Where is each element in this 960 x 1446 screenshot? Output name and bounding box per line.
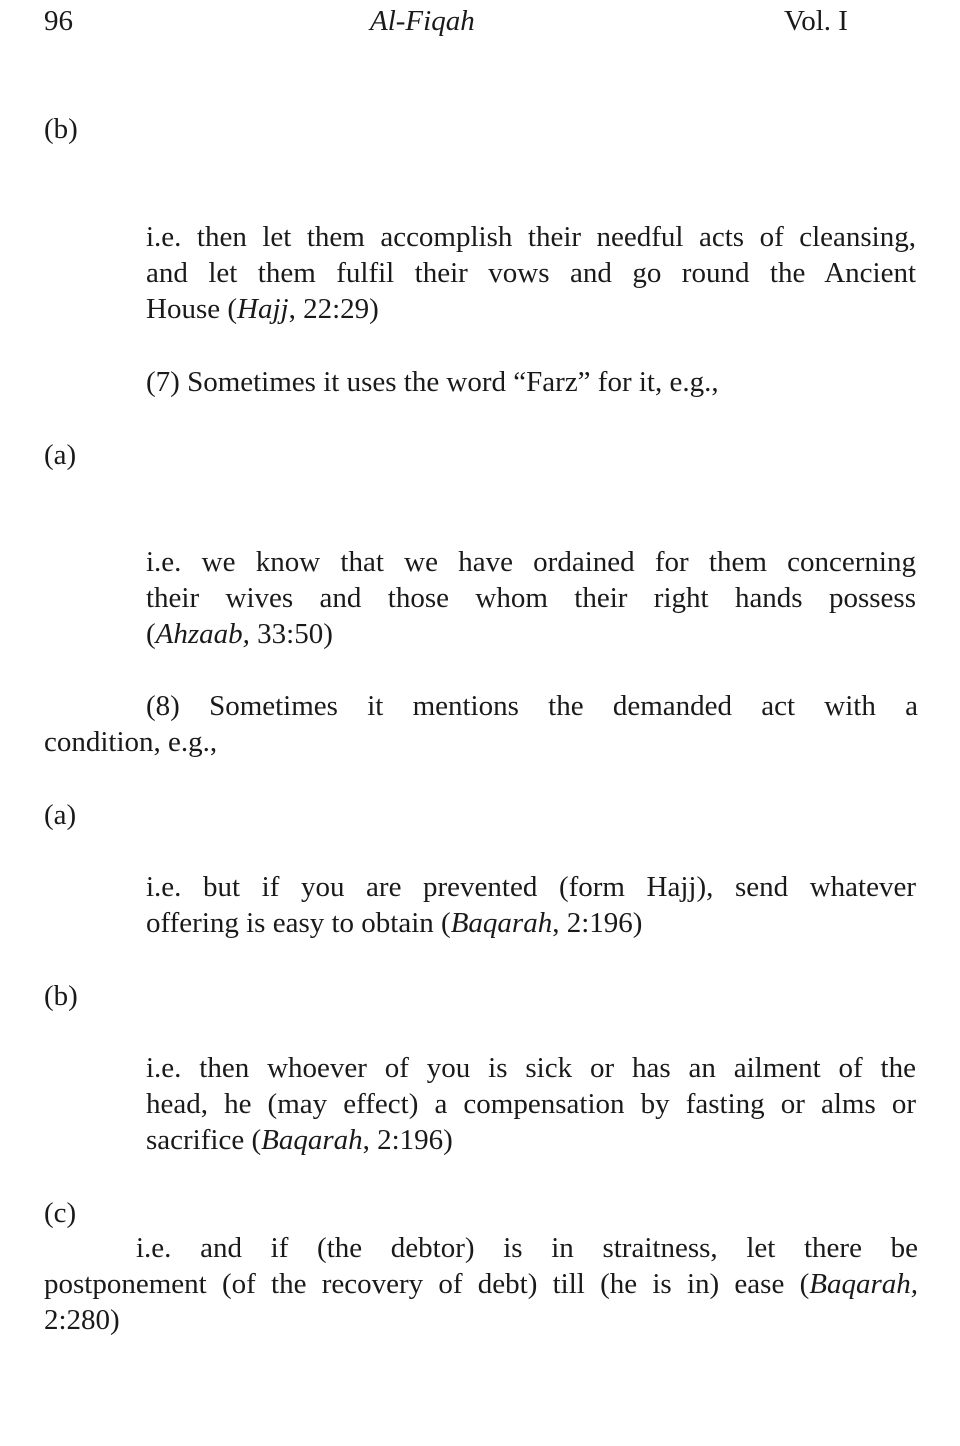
text-run: House ( xyxy=(146,293,238,325)
paragraph-line: (8) Sometimes it mentions the demanded act with a xyxy=(146,690,918,722)
translation-paragraph-baqarah-196b xyxy=(146,1050,916,1158)
paragraph-line xyxy=(44,1266,918,1302)
paragraph-line: head, he (may effect) a compensation by fasting or alms or xyxy=(146,1088,916,1120)
paragraph-line xyxy=(146,291,916,327)
text-run: , 2:196) xyxy=(552,907,643,939)
text-run: ( xyxy=(146,618,156,650)
page-number: 96 xyxy=(44,5,73,37)
surah-reference: Baqarah, xyxy=(809,1268,918,1300)
paragraph-line: i.e. we know that we have ordained for them concerning xyxy=(146,546,916,578)
paragraph-line: i.e. then whoever of you is sick or has an ailment of the xyxy=(146,1052,916,1084)
item-label-c: (c) xyxy=(44,1197,77,1229)
translation-paragraph-ahzaab xyxy=(146,544,916,652)
paragraph-line: i.e. but if you are prevented (form Hajj), send whatever xyxy=(146,871,916,903)
item-label-a: (a) xyxy=(44,439,77,471)
paragraph-line xyxy=(146,905,916,941)
item-label-b: (b) xyxy=(44,113,78,145)
item-label-b: (b) xyxy=(44,980,78,1012)
text-run: , 2:196) xyxy=(362,1124,453,1156)
translation-paragraph-baqarah-280 xyxy=(44,1230,918,1338)
text-run: 33:50) xyxy=(249,618,333,650)
paragraph-line: 2:280) xyxy=(44,1304,120,1336)
point-7-heading xyxy=(146,364,916,400)
text-run: postponement (of the recovery of debt) till (he is in) ease ( xyxy=(44,1268,810,1300)
surah-reference: Hajj xyxy=(237,293,289,325)
paragraph-line: (7) Sometimes it uses the word “Farz” for it, e.g., xyxy=(146,366,719,398)
volume-label: Vol. I xyxy=(784,5,848,37)
paragraph-line: i.e. then let them accomplish their needful acts of cleansing, xyxy=(146,221,916,253)
surah-reference: Baqarah xyxy=(261,1124,363,1156)
point-8-heading xyxy=(44,688,918,760)
paragraph-line: condition, e.g., xyxy=(44,726,218,758)
text-run: , 22:29) xyxy=(288,293,379,325)
translation-paragraph-baqarah-196a xyxy=(146,869,916,941)
text-run: sacrifice ( xyxy=(146,1124,262,1156)
text-run: offering is easy to obtain ( xyxy=(146,907,451,939)
book-title: Al-Fiqah xyxy=(370,5,475,37)
item-label-a: (a) xyxy=(44,799,77,831)
translation-paragraph-hajj xyxy=(146,219,916,327)
paragraph-line xyxy=(146,1122,916,1158)
surah-reference: Baqarah xyxy=(450,907,553,939)
paragraph-line: i.e. and if (the debtor) is in straitness, let there be xyxy=(136,1232,918,1264)
surah-reference: Ahzaab, xyxy=(155,618,250,650)
paragraph-line xyxy=(146,616,916,652)
paragraph-line: their wives and those whom their right hands possess xyxy=(146,582,916,614)
paragraph-line: and let them fulfil their vows and go round the Ancient xyxy=(146,257,916,289)
